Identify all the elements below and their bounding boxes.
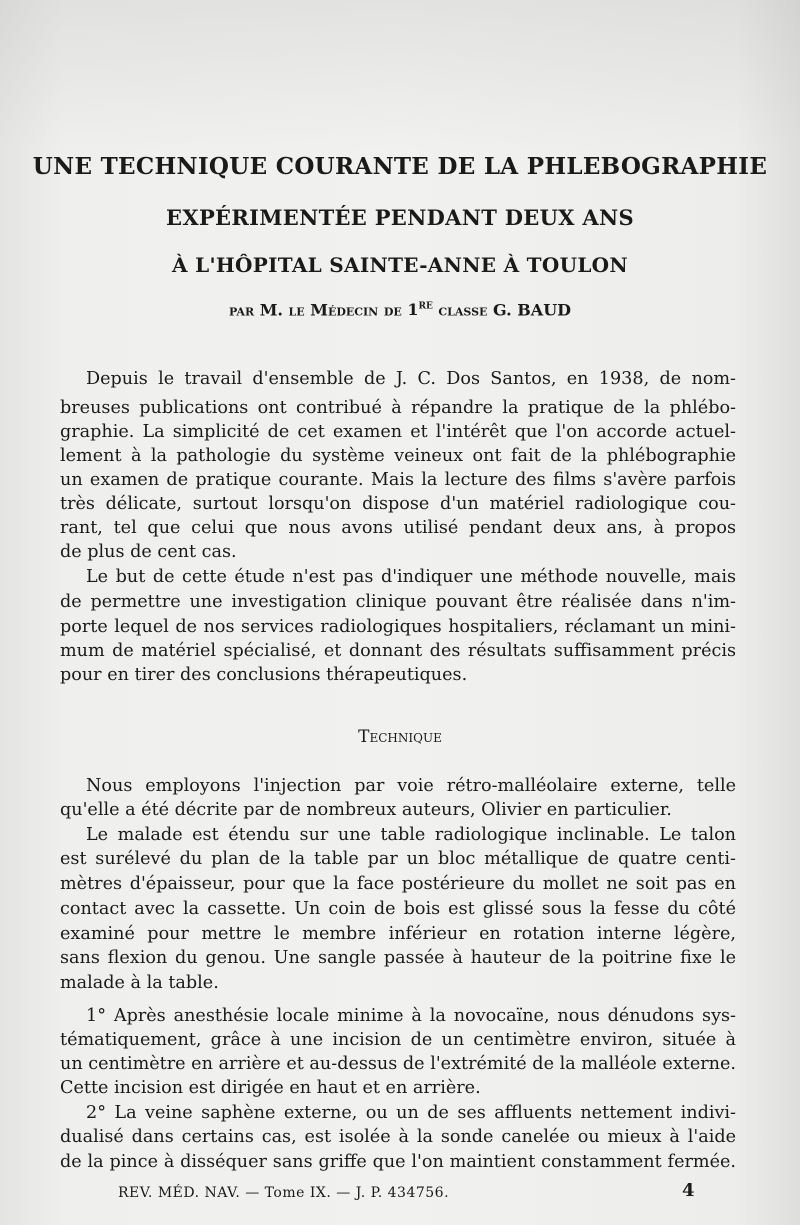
byline-de: de [383, 300, 402, 320]
text-line: très délicate, surtout lorsqu'on dispose d'un matériel radiologique cou- [60, 494, 736, 514]
article-title-line-2: EXPÉRIMENTÉE PENDANT DEUX ANS [166, 205, 634, 230]
byline-par: par [228, 300, 255, 320]
text-line: tématiquement, grâce à une incision de un centimètre environ, située à [60, 1030, 736, 1050]
text-line: est surélevé du plan de la table par un bloc métallique de quatre centi- [60, 849, 736, 869]
text-line: de la pince à disséquer sans griffe que l'on maintient constamment fermée. [60, 1152, 736, 1172]
text-line: mum de matériel spécialisé, et donnant des résultats suffisamment précis [60, 641, 736, 661]
text-line: un centimètre en arrière et au-dessus de l'extrémité de la malléole externe. [60, 1054, 736, 1074]
text-line: graphie. La simplicité de cet examen et l'intérêt que l'on accorde actuel- [60, 422, 736, 442]
text-line: porte lequel de nos services radiologiques hospitaliers, réclamant un mini- [60, 617, 736, 637]
section-heading: Technique [358, 727, 442, 747]
journal-citation: REV. MÉD. NAV. — Tome IX. — J. P. 434756. [118, 1185, 450, 1201]
page-shading [0, 0, 800, 150]
text-line: 2° La veine saphène externe, ou un de ses affluents nettement indivi- [86, 1103, 736, 1123]
text-line: contact avec la cassette. Un coin de bois est glissé sous la fesse du côté [60, 899, 736, 919]
text-line: pour en tirer des conclusions thérapeutiques. [60, 665, 468, 685]
byline-rank-sup: re [418, 297, 433, 313]
byline-m: M. [259, 300, 283, 320]
text-line: Cette incision est dirigée en haut et en arrière. [60, 1078, 481, 1098]
text-line: 1° Après anesthésie locale minime à la novocaïne, nous dénudons sys- [86, 1006, 736, 1026]
page-number: 4 [682, 1180, 695, 1201]
text-line: un examen de pratique courante. Mais la lecture des films s'avère parfois [60, 470, 736, 490]
text-line: lement à la pathologie du système veineux ont fait de la phlébographie [60, 446, 736, 466]
byline-rank: 1re [407, 297, 433, 320]
author-byline [0, 297, 800, 319]
text-line: qu'elle a été décrite par de nombreux auteurs, Olivier en particulier. [60, 800, 672, 820]
author-name: G. BAUD [493, 300, 572, 320]
text-line: mètres d'épaisseur, pour que la face postérieure du mollet ne soit pas en [60, 874, 736, 894]
article-title-line-1: UNE TECHNIQUE COURANTE DE LA PHLEBOGRAPHIE [32, 153, 768, 180]
text-line: de plus de cent cas. [60, 542, 237, 562]
text-line: de permettre une investigation clinique pouvant être réalisée dans n'im- [60, 592, 736, 612]
text-line: malade à la table. [60, 973, 219, 993]
text-line: Depuis le travail d'ensemble de J. C. Dos Santos, en 1938, de nom- [86, 369, 736, 389]
text-line: dualisé dans certains cas, est isolée à la sonde canelée ou mieux à l'aide [60, 1127, 736, 1147]
article-title-line-3: À L'HÔPITAL SAINTE-ANNE À TOULON [172, 253, 628, 277]
byline-medecin: Médecin [310, 300, 379, 320]
text-line: rant, tel que celui que nous avons utilisé pendant deux ans, à propos [60, 518, 736, 538]
text-line: examiné pour mettre le membre inférieur en rotation interne légère, [60, 924, 736, 944]
text-line: sans flexion du genou. Une sangle passée à hauteur de la poitrine fixe le [60, 948, 736, 968]
text-line: Le malade est étendu sur une table radiologique inclinable. Le talon [86, 825, 736, 845]
byline-le: le [288, 300, 305, 320]
text-line: breuses publications ont contribué à répandre la pratique de la phlébo- [60, 398, 736, 418]
byline-classe: classe [438, 300, 488, 320]
text-line: Nous employons l'injection par voie rétro-malléolaire externe, telle [86, 776, 736, 796]
text-line: Le but de cette étude n'est pas d'indiquer une méthode nouvelle, mais [86, 567, 736, 587]
